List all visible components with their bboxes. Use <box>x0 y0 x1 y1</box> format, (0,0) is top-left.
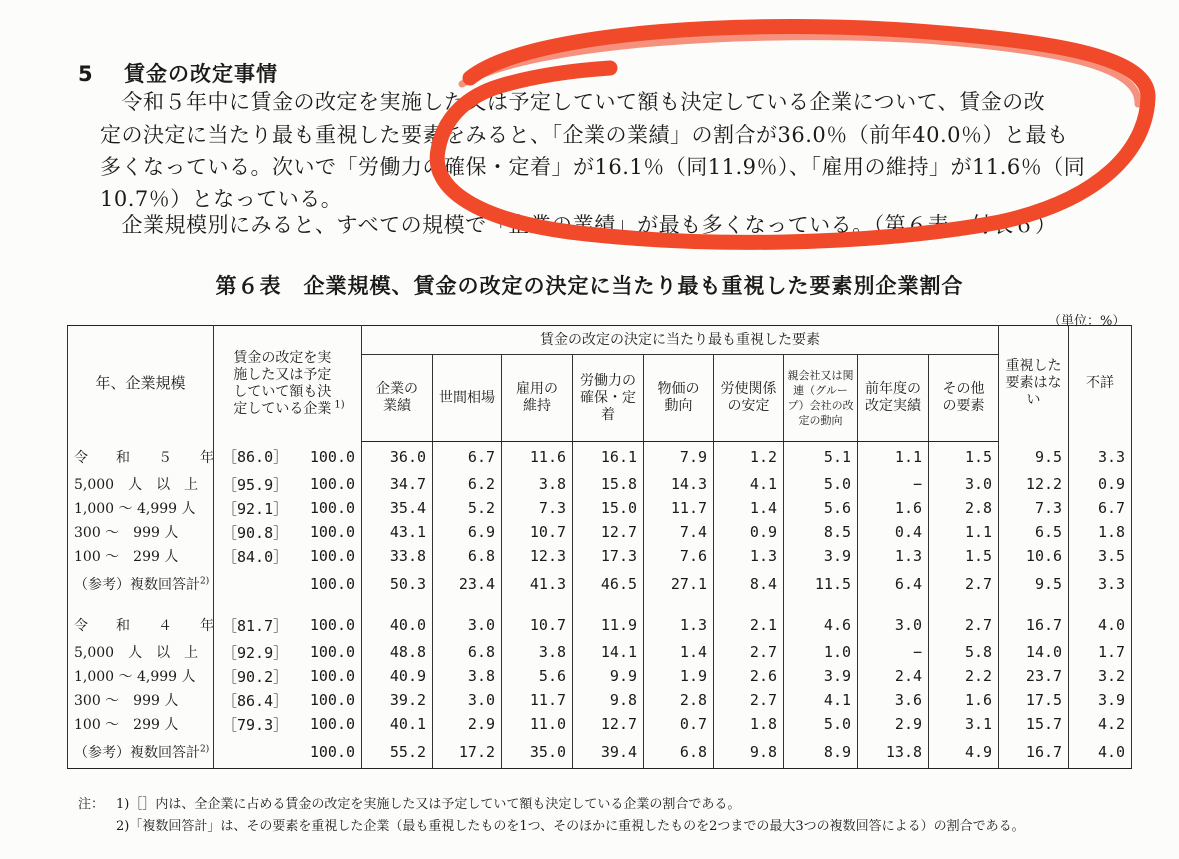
row-label-text: 令 和 ４ 年 <box>74 618 214 634</box>
value-cell: 35.0 <box>502 736 573 769</box>
spacer-cell <box>714 600 784 610</box>
section-heading <box>78 58 278 88</box>
table-row <box>68 610 1132 640</box>
value-cell: 15.0 <box>573 496 644 520</box>
value-cell: 2.8 <box>929 496 999 520</box>
value-cell: 2.9 <box>858 712 929 736</box>
value-cell: 6.4 <box>858 568 929 600</box>
row-label-text: 1,000 ～ 4,999 人 <box>74 669 196 685</box>
value-cell: 7.9 <box>644 442 714 473</box>
value-cell: 2.7 <box>714 688 784 712</box>
value-cell: 11.5 <box>784 568 858 600</box>
value-cell: 6.7 <box>433 442 502 473</box>
header-factor-text: 物価の動向 <box>657 381 700 414</box>
value-cell: 43.1 <box>362 520 433 544</box>
row-label-text: （参考）複数回答計 <box>74 745 200 761</box>
value-cell: 48.8 <box>362 640 433 664</box>
paragraph-line: 令和５年中に賃金の改定を実施した又は予定していて額も決定している企業について、賃金の改 <box>100 90 1046 114</box>
section-number: 5 <box>78 62 94 86</box>
value-cell: 1.4 <box>714 496 784 520</box>
value-cell: 3.9 <box>1069 688 1132 712</box>
value-cell: 1.6 <box>929 688 999 712</box>
header-factor-text: 企業の業績 <box>376 381 419 414</box>
header-none-text: 重視した要素はない <box>1005 358 1062 409</box>
table-row <box>68 688 1132 712</box>
table-caption: 第６表 企業規模、賃金の改定の決定に当たり最も重視した要素別企業割合 <box>215 274 964 298</box>
value-cell: 0.9 <box>714 520 784 544</box>
value-cell: 34.7 <box>362 472 433 496</box>
value-cell: 13.8 <box>858 736 929 769</box>
bracket-ratio: ［90.2］ <box>214 664 280 688</box>
value-cell: 5.2 <box>433 496 502 520</box>
header-factor-group: 賃金の改定の決定に当たり最も重視した要素 <box>362 326 999 355</box>
value-cell: 3.9 <box>784 664 858 688</box>
value-cell: 11.0 <box>502 712 573 736</box>
spacer-cell <box>999 600 1069 610</box>
value-cell: 3.1 <box>929 712 999 736</box>
row-label <box>68 520 214 544</box>
value-cell: 1.9 <box>644 664 714 688</box>
value-cell: 6.7 <box>1069 496 1132 520</box>
value-cell: 50.3 <box>362 568 433 600</box>
value-cell: 23.7 <box>999 664 1069 688</box>
notes-lead: 注： <box>78 797 105 812</box>
header-factor <box>433 355 502 442</box>
value-cell: 10.7 <box>502 610 573 640</box>
value-cell: 4.6 <box>784 610 858 640</box>
bracket-ratio: ［86.4］ <box>214 688 280 712</box>
value-cell: 11.7 <box>502 688 573 712</box>
value-cell: 40.0 <box>362 610 433 640</box>
value-cell: 14.0 <box>999 640 1069 664</box>
row-label <box>68 568 214 600</box>
header-factor <box>573 355 644 442</box>
total-cell: 100.0 <box>280 442 362 473</box>
header-factor-text: 世間相場 <box>439 389 496 406</box>
value-cell: 3.8 <box>433 664 502 688</box>
value-cell: 40.1 <box>362 712 433 736</box>
value-cell: 1.2 <box>714 442 784 473</box>
value-cell: 1.1 <box>858 442 929 473</box>
header-implemented-text: 賃金の改定を実施した又は予定していて額も決定している企業 <box>233 349 332 417</box>
header-factor <box>858 355 929 442</box>
value-cell: 10.6 <box>999 544 1069 568</box>
value-cell: 12.7 <box>573 520 644 544</box>
value-cell: 5.6 <box>502 664 573 688</box>
value-cell: 2.7 <box>929 610 999 640</box>
spacer-cell <box>433 600 502 610</box>
footnote-marker: 2) <box>200 744 210 755</box>
value-cell: 7.3 <box>502 496 573 520</box>
value-cell: 11.7 <box>644 496 714 520</box>
value-cell: 5.8 <box>929 640 999 664</box>
row-label <box>68 610 214 640</box>
footnote-1 <box>78 794 1025 816</box>
header-factor <box>929 355 999 442</box>
value-cell: 6.9 <box>433 520 502 544</box>
value-cell: 2.8 <box>644 688 714 712</box>
total-cell: 100.0 <box>280 712 362 736</box>
bracket-ratio: ［79.3］ <box>214 712 280 736</box>
value-cell: 36.0 <box>362 442 433 473</box>
value-cell: 6.8 <box>644 736 714 769</box>
row-label-text: 100 ～ 299 人 <box>74 717 179 733</box>
spacer-cell <box>362 600 433 610</box>
value-cell: 0.4 <box>858 520 929 544</box>
row-label <box>68 688 214 712</box>
header-factor-text: その他の要素 <box>942 381 985 414</box>
value-cell: 46.5 <box>573 568 644 600</box>
spacer-cell <box>280 600 362 610</box>
bracket-ratio: ［92.1］ <box>214 496 280 520</box>
value-cell: 9.5 <box>999 568 1069 600</box>
header-factor-text: 親会社又は関連（グループ）会社の改定の動向 <box>787 368 854 427</box>
value-cell: 15.7 <box>999 712 1069 736</box>
paragraph-line: 多くなっている。次いで「労働力の確保・定着」が16.1％（同11.9％）、「雇用の維持」が11.6％（同 <box>100 155 1086 179</box>
value-cell: 2.4 <box>858 664 929 688</box>
value-cell: 2.7 <box>929 568 999 600</box>
value-cell: 7.3 <box>999 496 1069 520</box>
header-factor-text: 雇用の維持 <box>516 381 559 414</box>
table-body <box>68 442 1132 769</box>
value-cell: 40.9 <box>362 664 433 688</box>
data-table <box>67 325 1132 769</box>
value-cell: 6.2 <box>433 472 502 496</box>
value-cell: 16.1 <box>573 442 644 473</box>
value-cell: 9.9 <box>573 664 644 688</box>
row-label <box>68 472 214 496</box>
row-label-text: （参考）複数回答計 <box>74 577 200 593</box>
paragraph-line: 10.7％）となっている。 <box>100 187 343 211</box>
value-cell: 33.8 <box>362 544 433 568</box>
spacer-cell <box>929 600 999 610</box>
value-cell: 35.4 <box>362 496 433 520</box>
value-cell: 8.4 <box>714 568 784 600</box>
value-cell: 0.9 <box>1069 472 1132 496</box>
header-implemented <box>214 326 362 442</box>
spacer-cell <box>644 600 714 610</box>
value-cell: 1.3 <box>858 544 929 568</box>
row-label-text: 令 和 ５ 年 <box>74 449 214 466</box>
value-cell: 2.6 <box>714 664 784 688</box>
value-cell: 3.0 <box>929 472 999 496</box>
row-label <box>68 442 214 473</box>
value-cell: 2.9 <box>433 712 502 736</box>
bracket-ratio: ［81.7］ <box>214 610 280 640</box>
data-table-container <box>67 325 1131 769</box>
value-cell: 12.3 <box>502 544 573 568</box>
footnote-1-text: 1)［］内は、全企業に占める賃金の改定を実施した又は予定していて額も決定している企業の割合である。 <box>116 797 741 812</box>
value-cell: 3.8 <box>502 640 573 664</box>
value-cell: 5.0 <box>784 472 858 496</box>
row-spacer <box>68 600 1132 610</box>
row-label-text: 5,000 人 以 上 <box>74 645 199 661</box>
value-cell: 6.5 <box>999 520 1069 544</box>
total-cell: 100.0 <box>280 610 362 640</box>
spacer-cell <box>858 600 929 610</box>
value-cell: 2.7 <box>714 640 784 664</box>
total-cell: 100.0 <box>280 496 362 520</box>
value-cell: 9.8 <box>714 736 784 769</box>
value-cell: 1.3 <box>714 544 784 568</box>
bracket-ratio: ［92.9］ <box>214 640 280 664</box>
value-cell: 12.2 <box>999 472 1069 496</box>
value-cell: 14.3 <box>644 472 714 496</box>
value-cell: 4.1 <box>714 472 784 496</box>
header-factor <box>714 355 784 442</box>
value-cell: 39.2 <box>362 688 433 712</box>
value-cell: 23.4 <box>433 568 502 600</box>
value-cell: 6.8 <box>433 640 502 664</box>
value-cell: 12.7 <box>573 712 644 736</box>
footnote-marker: 1) <box>334 399 345 411</box>
value-cell: 27.1 <box>644 568 714 600</box>
bracket-ratio: ［95.9］ <box>214 472 280 496</box>
total-cell: 100.0 <box>280 664 362 688</box>
row-label-text: 5,000 人 以 上 <box>74 477 199 493</box>
value-cell: − <box>858 640 929 664</box>
value-cell: 16.7 <box>999 736 1069 769</box>
row-label <box>68 544 214 568</box>
row-label <box>68 640 214 664</box>
value-cell: 1.5 <box>929 544 999 568</box>
row-label <box>68 664 214 688</box>
value-cell: 0.7 <box>644 712 714 736</box>
bracket-ratio <box>214 736 280 769</box>
spacer-cell <box>573 600 644 610</box>
section-title: 賃金の改定事情 <box>124 62 278 86</box>
paragraph-line: 定の決定に当たり最も重視した要素をみると、「企業の業績」の割合が36.0％（前年40.0％）と最も <box>100 123 1069 147</box>
table-row <box>68 568 1132 600</box>
value-cell: 10.7 <box>502 520 573 544</box>
header-factor-text: 労使関係の安定 <box>720 381 777 414</box>
table-row <box>68 442 1132 473</box>
footnote-2: 2)「複数回答計」は、その要素を重視した企業（最も重視したものを1つ、そのほかに重視したものを2つまでの最大3つの複数回答による）の割合である。 <box>116 819 1025 834</box>
header-factor <box>644 355 714 442</box>
header-factor <box>784 355 858 442</box>
table-row <box>68 640 1132 664</box>
footnote-marker: 2) <box>200 576 210 587</box>
spacer-cell <box>502 600 573 610</box>
spacer-cell <box>784 600 858 610</box>
value-cell: 17.5 <box>999 688 1069 712</box>
value-cell: 3.0 <box>858 610 929 640</box>
value-cell: 14.1 <box>573 640 644 664</box>
header-row-label: 年、企業規模 <box>68 326 214 442</box>
table-row <box>68 712 1132 736</box>
table-row <box>68 520 1132 544</box>
value-cell: 11.9 <box>573 610 644 640</box>
value-cell: 1.7 <box>1069 640 1132 664</box>
table-row <box>68 664 1132 688</box>
row-label-text: 300 ～ 999 人 <box>74 525 179 541</box>
bracket-ratio <box>214 568 280 600</box>
value-cell: 3.2 <box>1069 664 1132 688</box>
value-cell: 1.6 <box>858 496 929 520</box>
value-cell: 3.3 <box>1069 442 1132 473</box>
value-cell: 5.6 <box>784 496 858 520</box>
value-cell: 55.2 <box>362 736 433 769</box>
value-cell: 8.9 <box>784 736 858 769</box>
value-cell: 2.1 <box>714 610 784 640</box>
row-label-text: 1,000 ～ 4,999 人 <box>74 501 196 517</box>
table-row <box>68 544 1132 568</box>
spacer-cell <box>1069 600 1132 610</box>
header-none <box>999 326 1069 442</box>
value-cell: 4.0 <box>1069 736 1132 769</box>
value-cell: 5.0 <box>784 712 858 736</box>
value-cell: 1.0 <box>784 640 858 664</box>
value-cell: 3.6 <box>858 688 929 712</box>
value-cell: 8.5 <box>784 520 858 544</box>
header-factor <box>502 355 573 442</box>
value-cell: 1.8 <box>714 712 784 736</box>
value-cell: − <box>858 472 929 496</box>
value-cell: 1.8 <box>1069 520 1132 544</box>
value-cell: 7.4 <box>644 520 714 544</box>
bracket-ratio: ［86.0］ <box>214 442 280 473</box>
value-cell: 3.0 <box>433 610 502 640</box>
total-cell: 100.0 <box>280 472 362 496</box>
total-cell: 100.0 <box>280 544 362 568</box>
table-row <box>68 736 1132 769</box>
total-cell: 100.0 <box>280 688 362 712</box>
bracket-ratio: ［90.8］ <box>214 520 280 544</box>
total-cell: 100.0 <box>280 568 362 600</box>
value-cell: 3.0 <box>433 688 502 712</box>
value-cell: 2.2 <box>929 664 999 688</box>
total-cell: 100.0 <box>280 736 362 769</box>
value-cell: 41.3 <box>502 568 573 600</box>
value-cell: 1.5 <box>929 442 999 473</box>
header-factor-text: 前年度の改定実績 <box>865 381 922 414</box>
spacer-cell <box>68 600 214 610</box>
value-cell: 3.8 <box>502 472 573 496</box>
value-cell: 11.6 <box>502 442 573 473</box>
value-cell: 15.8 <box>573 472 644 496</box>
value-cell: 5.1 <box>784 442 858 473</box>
value-cell: 6.8 <box>433 544 502 568</box>
row-label <box>68 712 214 736</box>
footnotes <box>78 794 1025 838</box>
table-row <box>68 472 1132 496</box>
value-cell: 9.5 <box>999 442 1069 473</box>
unit-label: （単位：%） <box>1048 314 1126 329</box>
value-cell: 1.3 <box>644 610 714 640</box>
value-cell: 16.7 <box>999 610 1069 640</box>
value-cell: 3.5 <box>1069 544 1132 568</box>
row-label-text: 100 ～ 299 人 <box>74 549 179 565</box>
value-cell: 9.8 <box>573 688 644 712</box>
value-cell: 4.0 <box>1069 610 1132 640</box>
header-factor-text: 労働力の確保・定着 <box>580 372 637 423</box>
value-cell: 1.4 <box>644 640 714 664</box>
table-row <box>68 496 1132 520</box>
row-label <box>68 496 214 520</box>
row-label-text: 300 ～ 999 人 <box>74 693 179 709</box>
value-cell: 39.4 <box>573 736 644 769</box>
spacer-cell <box>214 600 280 610</box>
value-cell: 17.2 <box>433 736 502 769</box>
value-cell: 4.2 <box>1069 712 1132 736</box>
value-cell: 3.3 <box>1069 568 1132 600</box>
value-cell: 3.9 <box>784 544 858 568</box>
value-cell: 4.1 <box>784 688 858 712</box>
total-cell: 100.0 <box>280 520 362 544</box>
value-cell: 7.6 <box>644 544 714 568</box>
value-cell: 1.1 <box>929 520 999 544</box>
value-cell: 4.9 <box>929 736 999 769</box>
header-unknown: 不詳 <box>1069 326 1132 442</box>
paragraph-line: 企業規模別にみると、すべての規模で「企業の業績」が最も多くなっている。（第６表、付表６） <box>100 213 1057 237</box>
header-factor <box>362 355 433 442</box>
row-label <box>68 736 214 769</box>
bracket-ratio: ［84.0］ <box>214 544 280 568</box>
value-cell: 17.3 <box>573 544 644 568</box>
total-cell: 100.0 <box>280 640 362 664</box>
